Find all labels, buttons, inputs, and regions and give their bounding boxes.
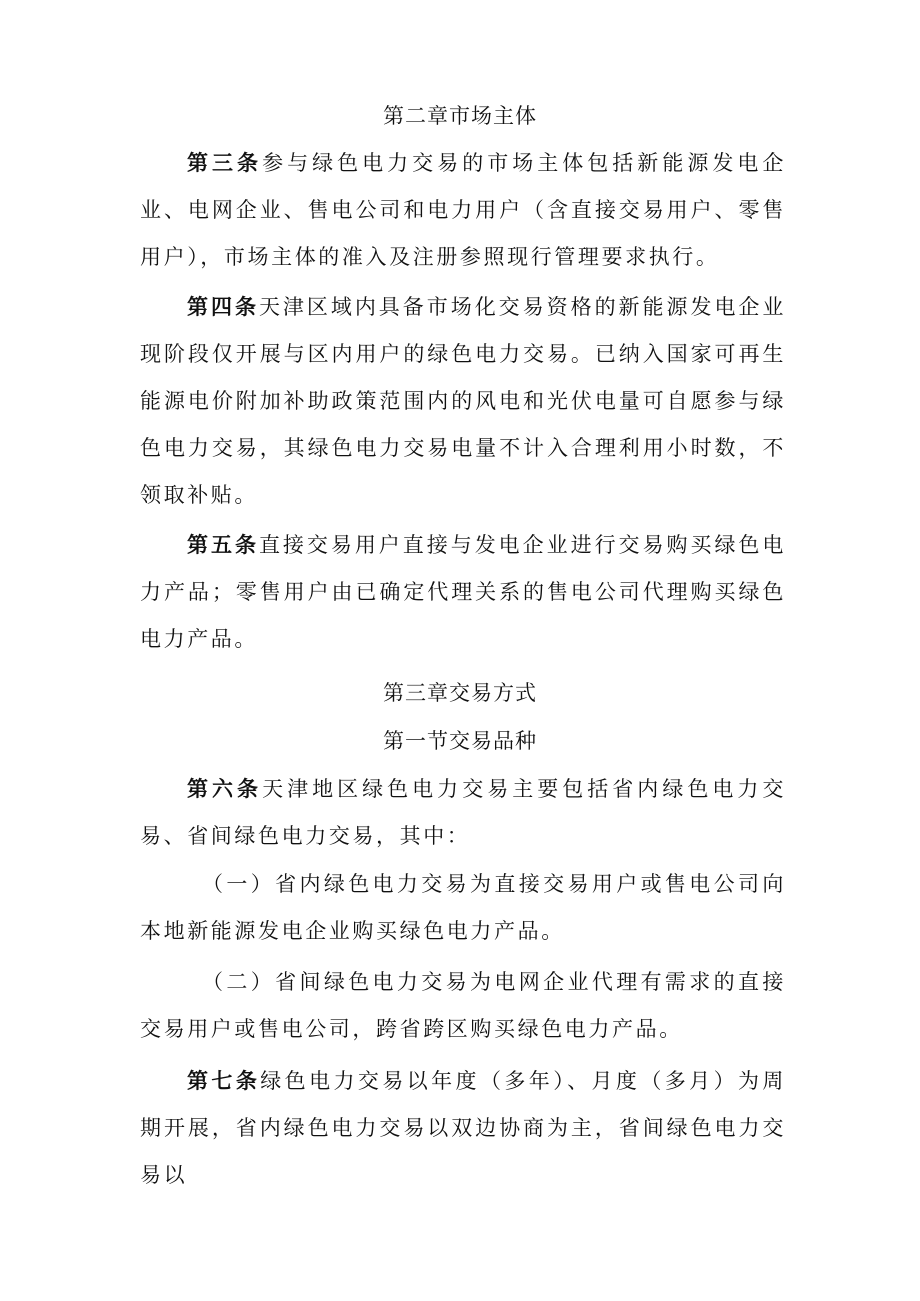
article-4 xyxy=(140,283,786,519)
article-5 xyxy=(140,521,786,663)
item-1: （一）省内绿色电力交易为直接交易用户或售电公司向本地新能源发电企业购买绿色电力产品。 xyxy=(140,872,786,943)
item-2: （二）省间绿色电力交易为电网企业代理有需求的直接交易用户或售电公司，跨省跨区购买绿色电力产品。 xyxy=(140,970,786,1041)
article-4-text: 天津区域内具备市场化交易资格的新能源发电企业现阶段仅开展与区内用户的绿色电力交易。已纳入国家可再生能源电价附加补助政策范围内的风电和光伏电量可自愿参与绿色电力交易，其绿色电力交易电量不计入合理利用小时数，不领取补贴。 xyxy=(140,295,786,507)
article-4-lead: 第四条 xyxy=(187,294,259,319)
article-5-lead: 第五条 xyxy=(187,532,259,557)
chapter-3-title: 第三章交易方式 xyxy=(383,681,537,705)
article-7 xyxy=(140,1057,786,1199)
article-3-text: 参与绿色电力交易的市场主体包括新能源发电企业、电网企业、售电公司和电力用户（含直接交易用户、零售用户），市场主体的准入及注册参照现行管理要求执行。 xyxy=(140,151,786,269)
article-6 xyxy=(140,765,786,860)
article-6-text: 天津地区绿色电力交易主要包括省内绿色电力交易、省间绿色电力交易，其中： xyxy=(140,777,786,848)
article-5-text: 直接交易用户直接与发电企业进行交易购买绿色电力产品；零售用户由已确定代理关系的售电公司代理购买绿色电力产品。 xyxy=(140,533,786,651)
article-6-lead: 第六条 xyxy=(187,776,263,801)
article-3-lead: 第三条 xyxy=(187,150,263,175)
article-7-text: 绿色电力交易以年度（多年）、月度（多月）为周期开展，省内绿色电力交易以双边协商为主，省间绿色电力交易以 xyxy=(140,1069,786,1187)
article-7-lead: 第七条 xyxy=(187,1068,261,1093)
section-1-title: 第一节交易品种 xyxy=(383,729,537,753)
chapter-2-title: 第二章市场主体 xyxy=(383,104,537,128)
article-3 xyxy=(140,139,786,281)
